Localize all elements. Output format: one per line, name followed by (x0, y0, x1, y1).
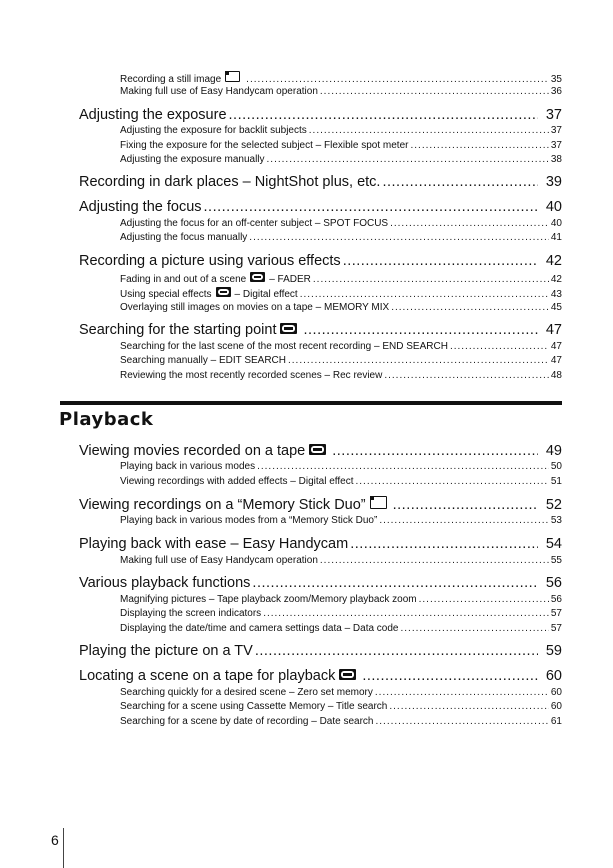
toc-entry-title: Adjusting the focus manually (120, 232, 248, 243)
dot-leader (375, 687, 549, 698)
dot-leader (320, 555, 549, 566)
dot-leader (303, 322, 537, 338)
toc-section-title: Viewing movies recorded on a tape (79, 443, 306, 459)
dot-leader (401, 623, 549, 634)
toc-section[interactable] (79, 668, 562, 686)
dot-leader (204, 199, 538, 215)
chapter-heading: Playback (59, 409, 154, 430)
toc-entry-title: Searching for the last scene of the most recent recording – END SEARCH (120, 341, 448, 352)
toc-entry[interactable] (120, 608, 562, 621)
toc-page-number: 60 (545, 668, 562, 684)
dot-leader (255, 643, 538, 659)
toc-entry-title: Playing back in various modes from a “Memory Stick Duo” (120, 515, 378, 526)
toc-page-number: 49 (545, 443, 562, 459)
toc-page-number: 41 (550, 232, 562, 243)
toc-section[interactable] (79, 575, 562, 593)
toc-page-number: 39 (545, 174, 562, 190)
toc-entry-title: Searching for a scene by date of recording – Date search (120, 716, 374, 727)
toc-section[interactable] (79, 443, 562, 461)
toc-section-title: Searching for the starting point (79, 322, 277, 338)
toc-page-number: 52 (545, 497, 562, 513)
dot-leader (382, 174, 537, 190)
chapter-rule (60, 401, 562, 405)
toc-entry-title: Viewing recordings with added effects – Digital effect (120, 476, 354, 487)
dot-leader (309, 125, 549, 136)
dot-leader (246, 74, 549, 85)
toc-section-title: Viewing recordings on a “Memory Stick Duo” (79, 497, 366, 513)
toc-page-number: 47 (550, 341, 562, 352)
toc-entry-subtitle: – FADER (269, 274, 311, 285)
toc-entry-title: Making full use of Easy Handycam operation (120, 555, 318, 566)
tape-icon (216, 287, 231, 297)
toc-section-title: Recording a picture using various effects (79, 253, 341, 269)
dot-leader (350, 536, 538, 552)
dot-leader (390, 218, 549, 229)
toc-page-number: 61 (550, 716, 562, 727)
dot-leader (391, 302, 549, 313)
toc-entry[interactable] (120, 476, 562, 489)
toc-entry[interactable] (120, 154, 562, 167)
toc-page-number: 57 (550, 608, 562, 619)
toc-entry[interactable] (120, 461, 562, 474)
toc-page-number: 42 (550, 274, 562, 285)
toc-entry-title: Displaying the screen indicators (120, 608, 262, 619)
dot-leader (249, 232, 549, 243)
toc-entry-title: Playing back in various modes (120, 461, 256, 472)
toc-page-number: 37 (550, 125, 562, 136)
toc-entry[interactable] (120, 86, 562, 99)
toc-section-title: Playing back with ease – Easy Handycam (79, 536, 349, 552)
memory-stick-icon (370, 496, 387, 509)
margin-line (63, 828, 64, 868)
toc-entry-title: Using special effects (120, 289, 212, 300)
toc-section[interactable] (79, 107, 562, 125)
dot-leader (410, 140, 548, 151)
toc-entry-title: Making full use of Easy Handycam operation (120, 86, 318, 97)
toc-entry[interactable] (120, 370, 562, 383)
toc-entry-title: Searching quickly for a desired scene – Zero set memory (120, 687, 373, 698)
memory-stick-icon (225, 71, 240, 82)
toc-entry-title: Displaying the date/time and camera settings data – Data code (120, 623, 399, 634)
toc-entry[interactable] (120, 555, 562, 568)
toc-page-number: 37 (545, 107, 562, 123)
toc-entry[interactable] (120, 355, 562, 368)
toc-page-number: 55 (550, 555, 562, 566)
tape-icon (309, 444, 326, 455)
toc-entry[interactable] (120, 232, 562, 245)
dot-leader (267, 154, 549, 165)
toc-page-number: 35 (550, 74, 562, 85)
toc-entry[interactable] (120, 701, 562, 714)
toc-entry-title: Recording a still image (120, 74, 222, 85)
dot-leader (343, 253, 538, 269)
dot-leader (257, 461, 549, 472)
toc-page-number: 38 (550, 154, 562, 165)
dot-leader (320, 86, 549, 97)
dot-leader (300, 289, 549, 300)
toc-entry-title: Fading in and out of a scene (120, 274, 247, 285)
toc-section-title: Recording in dark places – NightShot plus, etc. (79, 174, 381, 190)
dot-leader (384, 370, 549, 381)
toc-entry[interactable] (120, 623, 562, 636)
toc-page-number: 59 (545, 643, 562, 659)
toc-page-number: 47 (550, 355, 562, 366)
toc-entry[interactable] (120, 71, 562, 84)
toc-section-title: Locating a scene on a tape for playback (79, 668, 336, 684)
toc-entry[interactable] (120, 272, 562, 285)
dot-leader (389, 701, 549, 712)
toc-page-number: 50 (550, 461, 562, 472)
toc-entry-title: Searching for a scene using Cassette Memory – Title search (120, 701, 388, 712)
dot-leader (332, 443, 538, 459)
tape-icon (339, 669, 356, 680)
tape-icon (280, 323, 297, 334)
toc-page-number: 57 (550, 623, 562, 634)
toc-page-number: 37 (550, 140, 562, 151)
toc-entry[interactable] (120, 218, 562, 231)
page-number: 6 (51, 832, 59, 848)
toc-section-title: Various playback functions (79, 575, 251, 591)
toc-page-number: 40 (550, 218, 562, 229)
toc-page-number: 53 (550, 515, 562, 526)
toc-entry[interactable] (120, 125, 562, 138)
toc-page-number: 60 (550, 701, 562, 712)
dot-leader (263, 608, 549, 619)
toc-section[interactable] (79, 253, 562, 271)
toc-section[interactable] (79, 643, 562, 661)
dot-leader (375, 716, 548, 727)
toc-entry[interactable] (120, 287, 562, 300)
toc-entry[interactable] (120, 341, 562, 354)
dot-leader (419, 594, 549, 605)
toc-entry[interactable] (120, 716, 562, 729)
dot-leader (393, 497, 538, 513)
toc-page-number: 43 (550, 289, 562, 300)
toc-page-number: 60 (550, 687, 562, 698)
toc-section-title: Adjusting the exposure (79, 107, 227, 123)
toc-page-number: 51 (550, 476, 562, 487)
dot-leader (355, 476, 548, 487)
dot-leader (362, 668, 538, 684)
toc-page-number: 36 (550, 86, 562, 97)
toc-page-number: 56 (550, 594, 562, 605)
toc-section[interactable] (79, 322, 562, 340)
toc-page-number: 54 (545, 536, 562, 552)
dot-leader (450, 341, 549, 352)
toc-entry[interactable] (120, 515, 562, 528)
toc-entry-subtitle: – Digital effect (234, 289, 298, 300)
tape-icon (250, 272, 265, 282)
toc-section[interactable] (79, 174, 562, 192)
toc-entry-title: Adjusting the exposure manually (120, 154, 265, 165)
toc-entry-title: Magnifying pictures – Tape playback zoom/Memory playback zoom (120, 594, 417, 605)
toc-section[interactable] (79, 536, 562, 554)
dot-leader (252, 575, 537, 591)
toc-section-title: Playing the picture on a TV (79, 643, 253, 659)
toc-section[interactable] (79, 496, 562, 514)
toc-entry-title: Adjusting the exposure for backlit subjects (120, 125, 307, 136)
toc-section-title: Adjusting the focus (79, 199, 202, 215)
toc-entry[interactable] (120, 140, 562, 153)
toc-page-number: 45 (550, 302, 562, 313)
toc-entry-title: Searching manually – EDIT SEARCH (120, 355, 286, 366)
dot-leader (379, 515, 549, 526)
dot-leader (288, 355, 549, 366)
toc-entry-title: Adjusting the focus for an off-center subject – SPOT FOCUS (120, 218, 389, 229)
toc-entry-title: Reviewing the most recently recorded scenes – Rec review (120, 370, 383, 381)
toc-entry-title: Fixing the exposure for the selected subject – Flexible spot meter (120, 140, 409, 151)
toc-page-number: 40 (545, 199, 562, 215)
toc-page-number: 47 (545, 322, 562, 338)
toc-page-number: 42 (545, 253, 562, 269)
toc-page-number: 48 (550, 370, 562, 381)
toc-entry[interactable] (120, 687, 562, 700)
toc-section[interactable] (79, 199, 562, 217)
toc-page-number: 56 (545, 575, 562, 591)
toc-entry[interactable] (120, 594, 562, 607)
toc-entry[interactable] (120, 302, 562, 315)
dot-leader (229, 107, 538, 123)
dot-leader (313, 274, 549, 285)
toc-entry-title: Overlaying still images on movies on a tape – MEMORY MIX (120, 302, 390, 313)
